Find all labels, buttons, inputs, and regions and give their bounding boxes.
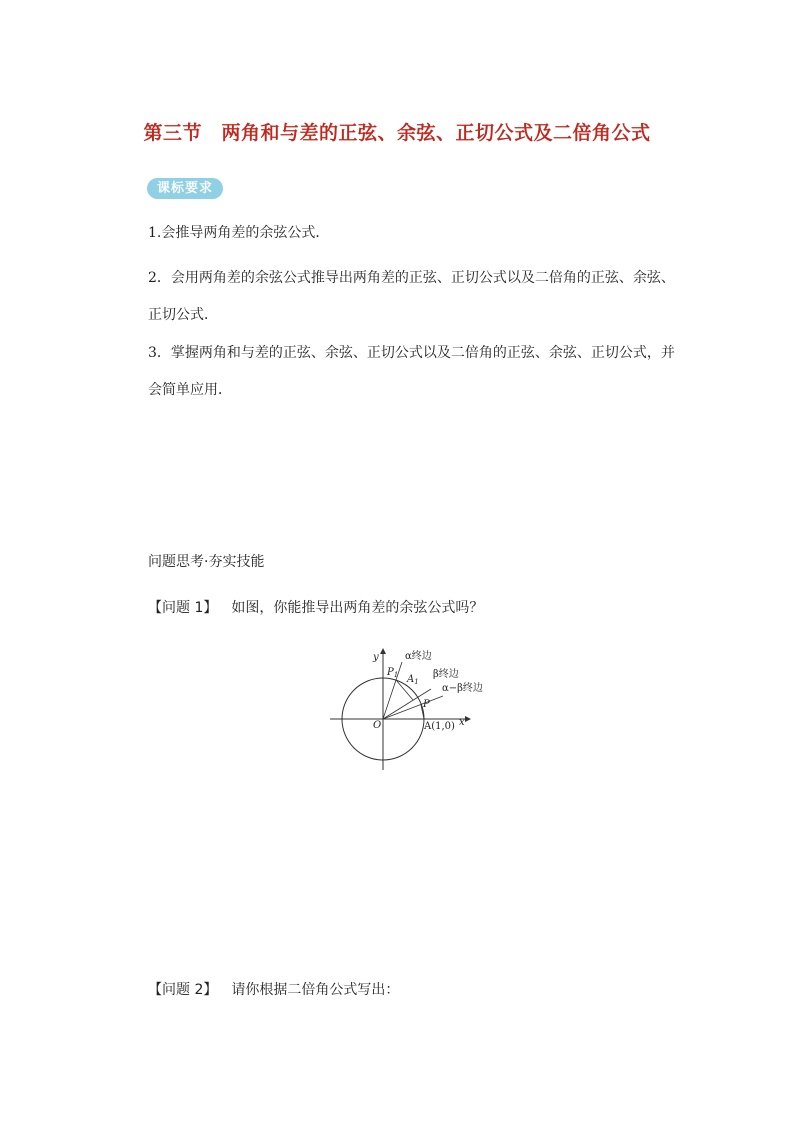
beta-terminal-label: β终边 [433, 669, 459, 680]
alpha-minus-beta-terminal-label: α−β终边 [442, 683, 483, 694]
a-label: A(1,0) [424, 721, 455, 732]
requirement-text: 1.会推导两角差的余弦公式． [148, 225, 330, 241]
x-axis-arrow [465, 716, 471, 722]
p1-main: P [387, 667, 394, 678]
requirements-badge: 课标要求 [147, 178, 223, 199]
section-heading: 问题思考·夯实技能 [148, 554, 265, 570]
origin-label: O [373, 720, 382, 731]
a1-label [406, 674, 419, 686]
unit-circle-figure [325, 642, 500, 772]
question-text: 如图，你能推导出两角差的余弦公式吗？ [231, 600, 484, 616]
p1-sub: 1 [393, 671, 399, 679]
y-label: y [373, 652, 379, 663]
requirement-text: 3．掌握两角和与差的正弦、余弦、正切公式以及二倍角的正弦、余弦、正切公式，并会简单应用． [148, 345, 675, 398]
requirement-1 [120, 215, 680, 252]
question-label: 【问题 2】 [148, 982, 218, 998]
question-label: 【问题 1】 [148, 600, 218, 616]
p-label: P [423, 699, 430, 710]
alpha-terminal-label: α终边 [405, 651, 432, 662]
a1-main: A [407, 674, 415, 685]
y-axis-arrow [380, 648, 386, 654]
question-2 [148, 979, 399, 999]
x-label: x [459, 717, 465, 728]
a1-sub: 1 [414, 678, 419, 686]
requirement-3 [120, 335, 680, 409]
requirement-text: 2．会用两角差的余弦公式推导出两角差的正弦、正切公式以及二倍角的正弦、余弦、正切公式． [148, 270, 675, 323]
p1-label [386, 667, 398, 679]
question-text: 请你根据二倍角公式写出： [231, 982, 400, 998]
page-title: 第三节 两角和与差的正弦、余弦、正切公式及二倍角公式 [143, 122, 651, 144]
question-1 [148, 597, 483, 617]
requirement-2 [120, 260, 680, 334]
